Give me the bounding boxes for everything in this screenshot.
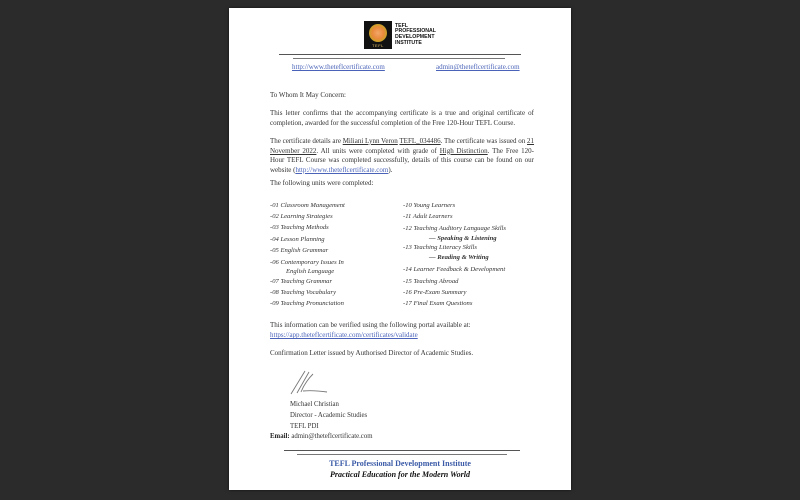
p2-text: The certificate details are	[270, 137, 343, 145]
unit-item: -16 Pre-Exam Summary	[403, 288, 467, 296]
header-email-link[interactable]: admin@theteflcertificate.com	[436, 63, 520, 71]
certificate-id: TEFL_034486	[399, 137, 441, 145]
unit-item: -01 Classroom Management	[270, 202, 345, 209]
email-value: admin@theteflcertificate.com	[289, 433, 373, 440]
signature-icon	[287, 368, 335, 396]
unit-item: -10 Young Learners	[403, 202, 456, 209]
units-list-right	[403, 200, 506, 309]
unit-item: -15 Teaching Abroad	[403, 277, 459, 285]
sun-emblem-icon	[369, 24, 387, 42]
footer-divider	[284, 450, 520, 451]
logo-line: TEFL	[395, 22, 408, 29]
unit-item: -04 Lesson Planning	[270, 235, 325, 243]
unit-item-subtitle: — Reading & Writing	[429, 253, 489, 261]
confirmation-statement: Confirmation Letter issued by Authorised Director of Academic Studies.	[270, 349, 474, 357]
unit-item: -14 Learner Feedback & Development	[403, 266, 506, 274]
institute-logo	[364, 21, 436, 49]
signatory-org: TEFL PDI	[290, 423, 319, 431]
paragraph-certificate-details: The certificate details are Miliani Lynn Veron TEFL_034486. The certificate was issued on 21 November 2022. All units were completed with grade of High Distinction. The Free 120-Hour TEFL Course was completed successfully, details of this course can be found on our website (http://www.theteflcertificate.com).	[270, 137, 535, 174]
header-divider	[279, 54, 521, 55]
logo-line: PROFESSIONAL	[395, 28, 436, 35]
logo-line: INSTITUTE	[395, 39, 422, 46]
unit-item: -02 Learning Strategies	[270, 213, 333, 221]
unit-item: -13 Teaching Literacy Skills	[403, 244, 477, 252]
unit-item: -09 Teaching Pronunciation	[270, 300, 344, 308]
logo-text	[395, 24, 436, 46]
unit-item: -06 Contemporary Issues In	[270, 259, 344, 267]
verify-portal-link[interactable]: https://app.theteflcertificate.com/certificates/validate	[270, 331, 418, 339]
verify-text: This information can be verified using the following portal available at:	[270, 321, 471, 329]
unit-item: -11 Adult Learners	[403, 213, 453, 221]
units-list-left	[270, 200, 345, 310]
grade: High Distinction	[439, 146, 488, 155]
recipient-name: Miliani Lynn Veron	[342, 137, 398, 145]
logo-subtext: TEFL	[372, 43, 384, 48]
body-website-link[interactable]: http://www.theteflcertificate.com	[295, 165, 389, 174]
unit-item: -07 Teaching Grammar	[270, 278, 333, 286]
unit-item: -08 Teaching Vocabulary	[270, 289, 337, 297]
unit-item-subtitle: — Speaking & Listening	[429, 234, 497, 242]
units-intro: The following units were completed:	[270, 179, 374, 187]
email-label: Email:	[270, 433, 290, 440]
unit-item-continuation: English Language	[286, 268, 335, 276]
salutation: To Whom It May Concern:	[270, 91, 346, 99]
footer-divider-inner	[297, 454, 507, 455]
signatory-title: Director - Academic Studies	[290, 412, 368, 420]
unit-item: -12 Teaching Auditory Language Skills	[403, 225, 506, 233]
logo-line: DEVELOPMENT	[395, 34, 435, 40]
issue-date: 21 November 2022	[270, 137, 535, 155]
contact-email	[270, 433, 373, 440]
footer-org-name: TEFL Professional Development Institute	[329, 459, 471, 468]
signatory-name: Michael Christian	[290, 401, 339, 408]
unit-item: -05 English Grammar	[270, 246, 329, 254]
unit-item: -03 Teaching Methods	[270, 224, 329, 232]
header-divider-inner	[293, 58, 505, 59]
document-page	[229, 8, 571, 490]
logo-emblem-icon	[364, 21, 392, 49]
paragraph-confirmation: This letter confirms that the accompanying certificate is a true and original certificate of completion, awarded for the successful completion of the Free 120-Hour TEFL Course.	[270, 109, 534, 127]
footer-tagline: Practical Education for the Modern World	[330, 470, 470, 479]
signature-block	[290, 399, 367, 433]
header-website-link[interactable]: http://www.theteflcertificate.com	[292, 63, 385, 71]
unit-item: -17 Final Exam Questions	[403, 300, 473, 308]
